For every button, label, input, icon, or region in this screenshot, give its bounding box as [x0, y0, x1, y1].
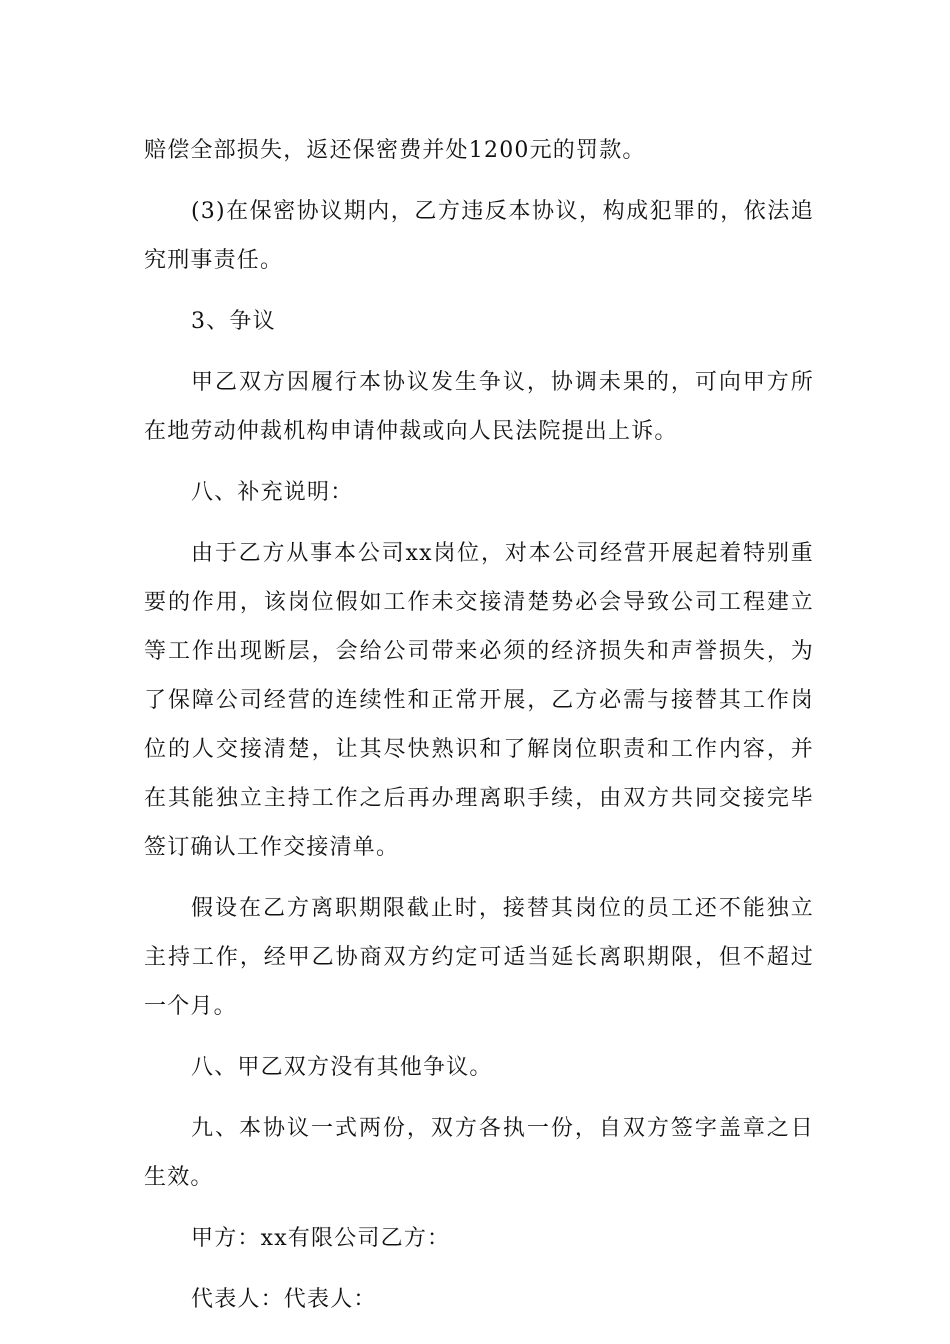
heading-supplementary: 八、补充说明： [191, 480, 354, 505]
signature-parties: 甲方：xx有限公司乙方： [191, 1226, 451, 1251]
signature-representatives: 代表人：代表人： [191, 1287, 377, 1312]
heading-dispute: 3、争议 [191, 309, 276, 334]
paragraph-extension: 假设在乙方离职期限截止时，接替其岗位的员工还不能独立主持工作，经甲乙协商双方约定可适当延长离职期限，但不超过一个月。 [144, 896, 814, 1019]
paragraph-handover: 由于乙方从事本公司xx岗位，对本公司经营开展起着特别重要的作用，该岗位假如工作未交接清楚势必会导致公司工程建立等工作出现断层，会给公司带来必须的经济损失和声誉损失，为了保障公司经营的连续性和正常开展，乙方必需与接替其工作岗位的人交接清楚，让其尽快熟识和了解岗位职责和工作内容，并在其能独立主持工作之后再办理离职手续，由双方共同交接完毕签订确认工作交接清单。 [144, 541, 814, 860]
paragraph-dispute-resolution: 甲乙双方因履行本协议发生争议，协调未果的，可向甲方所在地劳动仲裁机构申请仲裁或向人民法院提出上诉。 [144, 370, 814, 444]
paragraph-copies: 九、本协议一式两份，双方各执一份，自双方签字盖章之日生效。 [144, 1116, 814, 1190]
paragraph-no-dispute: 八、甲乙双方没有其他争议。 [191, 1055, 493, 1080]
paragraph-criminal-liability: (3)在保密协议期内，乙方违反本协议，构成犯罪的，依法追究刑事责任。 [144, 199, 814, 273]
document-body [144, 126, 814, 1336]
paragraph-compensation: 赔偿全部损失，返还保密费并处1200元的罚款。 [144, 138, 646, 163]
